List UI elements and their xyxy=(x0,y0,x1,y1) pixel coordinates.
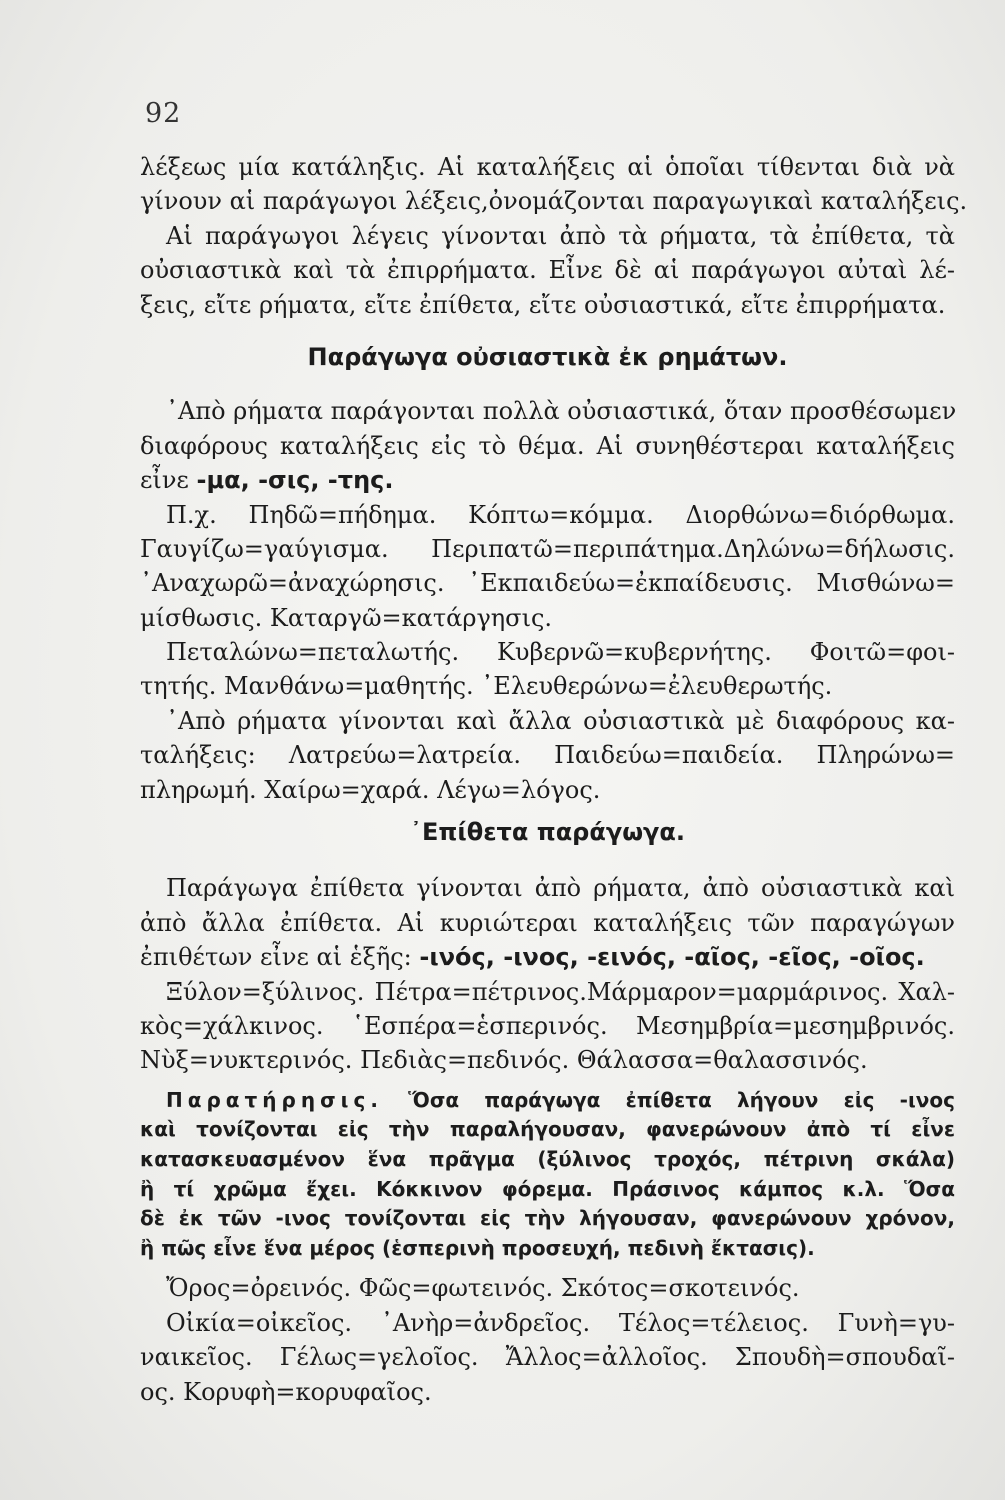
text-line: Ξύλον=ξύλινος. Πέτρα=πέτρινος.Μάρμαρον=μαρμάρινος. Χαλ- xyxy=(166,977,955,1006)
note-line: ἢ τί χρῶμα ἔχει. Κόκκινον φόρεμα. Πράσινος κάμπος κ.λ. Ὅσα xyxy=(140,1176,955,1201)
text-fragment: ἐπιθέτων εἶνε αἱ ἑξῆς: xyxy=(140,943,420,972)
text-line: Νὺξ=νυκτερινός. Πεδιὰς=πεδινός. Θάλασσα=θαλασσινός. xyxy=(140,1046,868,1075)
text-line: ξεις, εἴτε ρήματα, εἴτε ἐπίθετα, εἴτε οὐσιαστικά, εἴτε ἐπιρρήματα. xyxy=(140,290,946,319)
text-line: διαφόρους καταλήξεις εἰς τὸ θέμα. Αἱ συνηθέστεραι καταλήξεις xyxy=(140,431,955,460)
text-fragment: εἶνε xyxy=(140,466,197,495)
text-line: Παράγωγα ἐπίθετα γίνονται ἀπὸ ρήματα, ἀπὸ οὐσιαστικὰ καὶ xyxy=(166,874,955,903)
text-line: ᾿Αναχωρῶ=ἀναχώρησις. ᾿Εκπαιδεύω=ἐκπαίδευσις. Μισθώνω= xyxy=(140,569,955,598)
text-line: Αἱ παράγωγοι λέγεις γίνονται ἀπὸ τὰ ρήματα, τὰ ἐπίθετα, τὰ xyxy=(166,221,955,250)
text-line: Π.χ. Πηδῶ=πήδημα. Κόπτω=κόμμα. Διορθώνω=διόρθωμα. xyxy=(166,500,955,529)
section-heading: Παράγωγα οὐσιαστικὰ ἐκ ρημάτων. xyxy=(307,342,788,371)
text-line: Ὄρος=ὀρεινός. Φῶς=φωτεινός. Σκότος=σκοτεινός. xyxy=(166,1274,800,1303)
text-line: λέξεως μία κατάληξις. Αἱ καταλήξεις αἱ ὁποῖαι τίθενται διὰ νὰ xyxy=(140,153,955,181)
note-line: καὶ τονίζονται εἰς τὴν παραλήγουσαν, φανερώνουν ἀπὸ τί εἶνε xyxy=(140,1117,955,1142)
note-line: ἢ πῶς εἶνε ἕνα μέρος (ἑσπερινὴ προσευχή, πεδινὴ ἔκτασις). xyxy=(140,1235,815,1260)
text-line: μίσθωσις. Καταργῶ=κατάργησις. xyxy=(140,603,553,632)
text-line: Οἰκία=οἰκεῖος. ᾿Ανὴρ=ἀνδρεῖος. Τέλος=τέλειος. Γυνὴ=γυ- xyxy=(166,1308,955,1337)
text-line: ναικεῖος. Γέλως=γελοῖος. Ἄλλος=ἀλλοῖος. Σπουδὴ=σπουδαῖ- xyxy=(140,1343,955,1372)
note-line: κατασκευασμένον ἕνα πρᾶγμα (ξύλινος τροχός, πέτρινη σκάλα) xyxy=(140,1146,955,1171)
text-fragment: Ὅσα παράγωγα ἐπίθετα λήγουν εἰς -ινος xyxy=(382,1087,955,1112)
text-line xyxy=(140,463,955,497)
note-block xyxy=(140,1086,955,1264)
text-line: ος. Κορυφὴ=κορυφαῖος. xyxy=(140,1377,432,1406)
section-heading: ᾿Επίθετα παράγωγα. xyxy=(409,818,686,847)
note-label: Παρατήρησις. xyxy=(166,1087,383,1112)
text-line: πληρωμή. Χαίρω=χαρά. Λέγω=λόγος. xyxy=(140,775,601,804)
note-line: δὲ ἐκ τῶν -ινος τονίζονται εἰς τὴν λήγουσαν, φανερώνουν χρόνον, xyxy=(140,1206,955,1231)
text-line: ταλήξεις: Λατρεύω=λατρεία. Παιδεύω=παιδεία. Πληρώνω= xyxy=(140,741,955,770)
text-line: οὐσιαστικὰ καὶ τὰ ἐπιρρήματα. Εἶνε δὲ αἱ παράγωγοι αὐταὶ λέ- xyxy=(140,256,955,285)
text-line: γίνουν αἱ παράγωγοι λέξεις,ὀνομάζονται παραγωγικαὶ καταλήξεις. xyxy=(140,187,968,216)
text-line: τητής. Μανθάνω=μαθητής. ᾿Ελευθερώνω=ἐλευθερωτής. xyxy=(140,672,833,701)
text-line: κὸς=χάλκινος. ῾Εσπέρα=ἑσπερινός. Μεσημβρία=μεσημβρινός. xyxy=(140,1011,955,1040)
text-line xyxy=(140,940,955,974)
text-line: Γαυγίζω=γαύγισμα. Περιπατῶ=περιπάτημα.Δηλώνω=δήλωσις. xyxy=(140,534,955,563)
text-line: ᾿Απὸ ρήματα παράγονται πολλὰ οὐσιαστικά, ὅταν προσθέσωμεν xyxy=(166,397,957,426)
text-line: ἀπὸ ἄλλα ἐπίθετα. Αἱ κυριώτεραι καταλήξεις τῶν παραγώγων xyxy=(140,908,955,937)
suffix-list: -ινός, -ινος, -εινός, -αῖος, -εῖος, -οῖος. xyxy=(419,943,925,972)
text-line: ᾿Απὸ ρήματα γίνονται καὶ ἄλλα οὐσιαστικὰ μὲ διαφόρους κα- xyxy=(166,706,955,735)
page-text xyxy=(140,150,968,1409)
text-line: Πεταλώνω=πεταλωτής. Κυβερνῶ=κυβερνήτης. Φοιτῶ=φοι- xyxy=(166,638,955,667)
page-number: 92 xyxy=(145,98,182,129)
suffix-list: -μα, -σις, -της. xyxy=(196,466,394,495)
note-line xyxy=(140,1086,955,1116)
